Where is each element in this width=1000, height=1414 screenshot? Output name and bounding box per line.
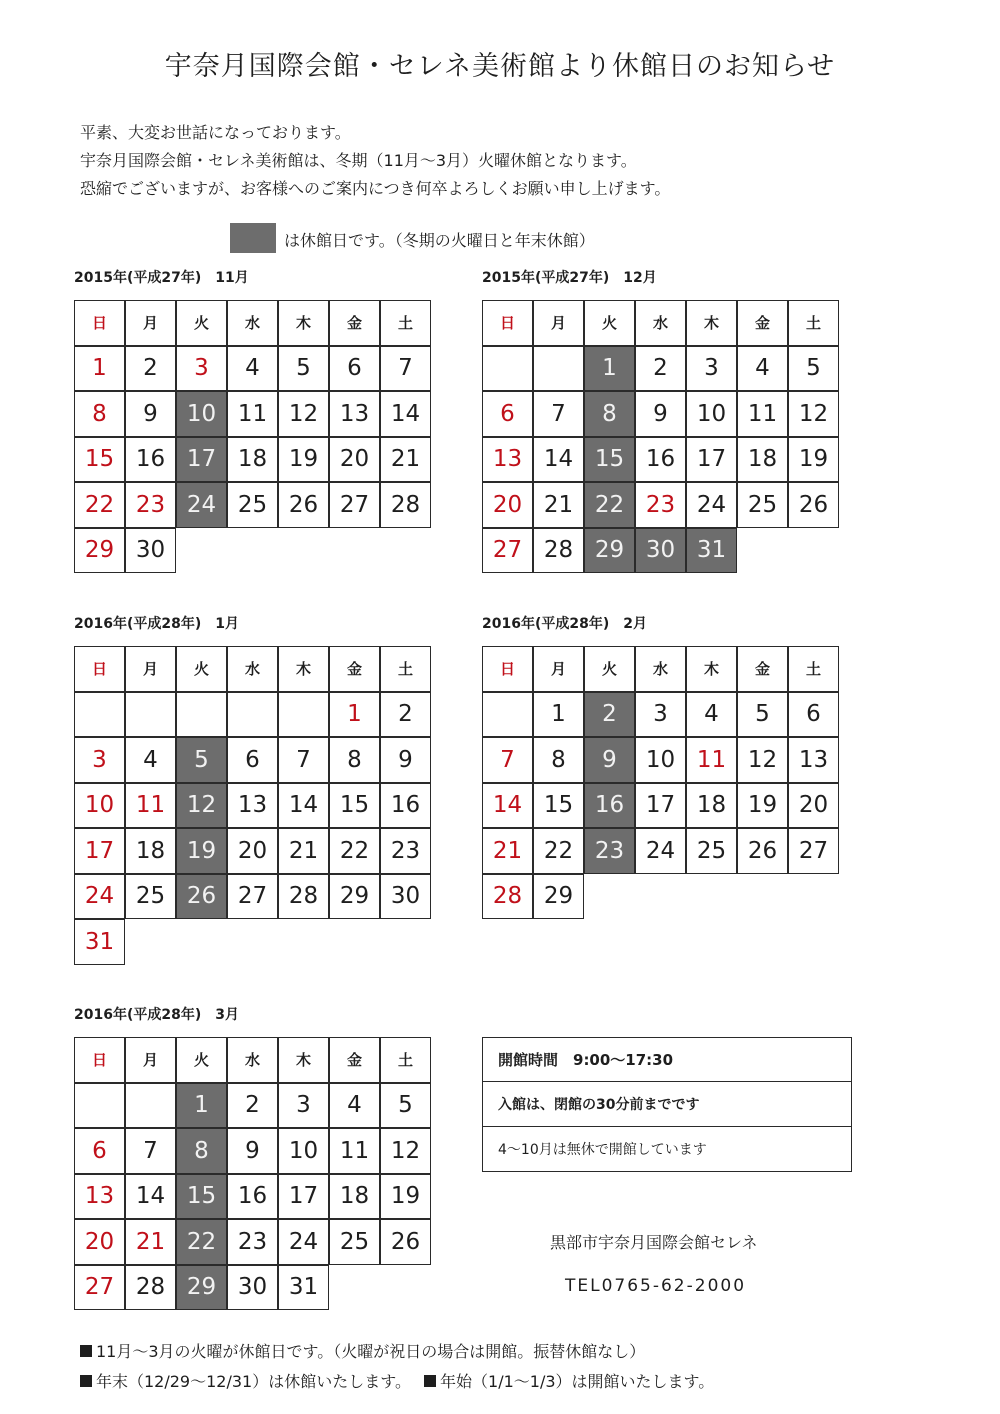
- day-cell: 26: [737, 828, 788, 874]
- bullet-square-icon: [424, 1375, 436, 1387]
- info-box: [482, 1037, 852, 1172]
- day-cell: 30: [125, 528, 176, 574]
- day-cell: 16: [635, 437, 686, 483]
- day-cell: 30: [227, 1265, 278, 1311]
- closed-day-cell: 16: [584, 783, 635, 829]
- day-cell: 25: [737, 482, 788, 528]
- day-cell: 16: [380, 783, 431, 829]
- day-cell: 18: [686, 783, 737, 829]
- day-cell: 14: [482, 783, 533, 829]
- day-cell: 12: [278, 391, 329, 437]
- closed-day-cell: 1: [584, 346, 635, 392]
- weekday-header-thu: 木: [686, 300, 737, 346]
- day-cell: 22: [329, 828, 380, 874]
- day-cell: 14: [278, 783, 329, 829]
- footnote-2: [80, 1369, 714, 1392]
- calendar-title: 2015年(平成27年) 12月: [482, 270, 657, 286]
- day-cell: 24: [74, 874, 125, 920]
- season-note: 4～10月は無休で開館しています: [498, 1142, 707, 1158]
- day-cell: 27: [227, 874, 278, 920]
- day-cell: 22: [533, 828, 584, 874]
- day-cell: 2: [635, 346, 686, 392]
- closed-day-cell: 1: [176, 1083, 227, 1129]
- weekday-header-mon: 月: [533, 646, 584, 692]
- day-cell: 27: [482, 528, 533, 574]
- day-cell: 17: [278, 1174, 329, 1220]
- empty-day-cell: [74, 1083, 125, 1129]
- day-cell: 9: [227, 1128, 278, 1174]
- day-cell: 27: [74, 1265, 125, 1311]
- day-cell: 28: [533, 528, 584, 574]
- day-cell: 20: [227, 828, 278, 874]
- day-cell: 6: [74, 1128, 125, 1174]
- weekday-header-wed: 水: [227, 646, 278, 692]
- day-cell: 2: [227, 1083, 278, 1129]
- closed-day-cell: 24: [176, 482, 227, 528]
- day-cell: 17: [74, 828, 125, 874]
- day-cell: 17: [686, 437, 737, 483]
- calendar-title: 2016年(平成28年) 2月: [482, 616, 647, 632]
- day-cell: 10: [278, 1128, 329, 1174]
- day-cell: 19: [380, 1174, 431, 1220]
- intro-line-2: 宇奈月国際会館・セレネ美術館は、冬期（11月～3月）火曜休館となります。: [80, 151, 637, 170]
- closed-day-cell: 29: [584, 528, 635, 574]
- day-cell: 15: [533, 783, 584, 829]
- day-cell: 6: [227, 737, 278, 783]
- day-cell: 29: [74, 528, 125, 574]
- weekday-header-sat: 土: [380, 300, 431, 346]
- weekday-header-mon: 月: [125, 300, 176, 346]
- day-cell: 14: [380, 391, 431, 437]
- weekday-header-sat: 土: [380, 646, 431, 692]
- day-cell: 14: [125, 1174, 176, 1220]
- footnote-text: 年始（1/1～1/3）は開館いたします。: [440, 1372, 715, 1391]
- day-cell: 11: [125, 783, 176, 829]
- legend-closed-swatch: [230, 223, 276, 253]
- day-cell: 20: [788, 783, 839, 829]
- day-cell: 5: [788, 346, 839, 392]
- bullet-square-icon: [80, 1345, 92, 1357]
- day-cell: 8: [74, 391, 125, 437]
- calendar-title: 2016年(平成28年) 1月: [74, 616, 239, 632]
- day-cell: 19: [737, 783, 788, 829]
- weekday-header-sat: 土: [380, 1037, 431, 1083]
- day-cell: 1: [329, 692, 380, 738]
- day-cell: 18: [227, 437, 278, 483]
- closed-day-cell: 8: [584, 391, 635, 437]
- day-cell: 15: [74, 437, 125, 483]
- day-cell: 7: [380, 346, 431, 392]
- day-cell: 23: [227, 1219, 278, 1265]
- closed-day-cell: 22: [584, 482, 635, 528]
- weekday-header-tue: 火: [584, 646, 635, 692]
- day-cell: 17: [635, 783, 686, 829]
- day-cell: 4: [125, 737, 176, 783]
- weekday-header-fri: 金: [329, 1037, 380, 1083]
- day-cell: 13: [74, 1174, 125, 1220]
- day-cell: 5: [380, 1083, 431, 1129]
- weekday-header-sun: 日: [482, 646, 533, 692]
- day-cell: 5: [278, 346, 329, 392]
- weekday-header-sat: 土: [788, 300, 839, 346]
- closed-day-cell: 2: [584, 692, 635, 738]
- day-cell: 7: [125, 1128, 176, 1174]
- organization-name: 黒部市宇奈月国際会館セレネ: [550, 1233, 758, 1252]
- day-cell: 26: [380, 1219, 431, 1265]
- day-cell: 24: [278, 1219, 329, 1265]
- weekday-header-mon: 月: [125, 646, 176, 692]
- day-cell: 11: [737, 391, 788, 437]
- empty-day-cell: [278, 692, 329, 738]
- day-cell: 28: [482, 874, 533, 920]
- footnote-1: [80, 1339, 645, 1362]
- weekday-header-fri: 金: [329, 646, 380, 692]
- closed-day-cell: 26: [176, 874, 227, 920]
- weekday-header-thu: 木: [278, 646, 329, 692]
- weekday-header-thu: 木: [278, 1037, 329, 1083]
- day-cell: 21: [380, 437, 431, 483]
- footnote-text: 年末（12/29～12/31）は休館いたします。: [96, 1372, 411, 1391]
- day-cell: 28: [125, 1265, 176, 1311]
- day-cell: 15: [329, 783, 380, 829]
- day-cell: 20: [74, 1219, 125, 1265]
- closed-day-cell: 5: [176, 737, 227, 783]
- intro-line-1: 平素、大変お世話になっております。: [80, 123, 351, 142]
- empty-day-cell: [125, 692, 176, 738]
- weekday-header-fri: 金: [737, 646, 788, 692]
- day-cell: 29: [329, 874, 380, 920]
- weekday-header-wed: 水: [227, 300, 278, 346]
- day-cell: 11: [686, 737, 737, 783]
- footnote-text: 11月～3月の火曜が休館日です。（火曜が祝日の場合は開館。振替休館なし）: [96, 1342, 646, 1361]
- day-cell: 24: [686, 482, 737, 528]
- day-cell: 11: [227, 391, 278, 437]
- day-cell: 14: [533, 437, 584, 483]
- day-cell: 19: [788, 437, 839, 483]
- day-cell: 16: [227, 1174, 278, 1220]
- day-cell: 3: [74, 737, 125, 783]
- weekday-header-sun: 日: [482, 300, 533, 346]
- day-cell: 21: [482, 828, 533, 874]
- weekday-header-wed: 水: [635, 300, 686, 346]
- day-cell: 3: [686, 346, 737, 392]
- day-cell: 26: [788, 482, 839, 528]
- calendar-title: 2015年(平成27年) 11月: [74, 270, 249, 286]
- day-cell: 9: [635, 391, 686, 437]
- empty-day-cell: [227, 692, 278, 738]
- weekday-header-tue: 火: [176, 300, 227, 346]
- closed-day-cell: 23: [584, 828, 635, 874]
- telephone: TEL0765-62-2000: [565, 1276, 747, 1296]
- weekday-header-fri: 金: [329, 300, 380, 346]
- empty-day-cell: [533, 346, 584, 392]
- day-cell: 3: [635, 692, 686, 738]
- weekday-header-tue: 火: [176, 1037, 227, 1083]
- day-cell: 25: [686, 828, 737, 874]
- day-cell: 16: [125, 437, 176, 483]
- weekday-header-sun: 日: [74, 300, 125, 346]
- day-cell: 3: [176, 346, 227, 392]
- weekday-header-sun: 日: [74, 646, 125, 692]
- day-cell: 12: [737, 737, 788, 783]
- day-cell: 2: [125, 346, 176, 392]
- empty-day-cell: [125, 1083, 176, 1129]
- day-cell: 2: [380, 692, 431, 738]
- day-cell: 29: [533, 874, 584, 920]
- day-cell: 8: [533, 737, 584, 783]
- day-cell: 13: [329, 391, 380, 437]
- closed-day-cell: 19: [176, 828, 227, 874]
- weekday-header-wed: 水: [635, 646, 686, 692]
- closed-day-cell: 9: [584, 737, 635, 783]
- weekday-header-mon: 月: [125, 1037, 176, 1083]
- day-cell: 6: [329, 346, 380, 392]
- day-cell: 1: [533, 692, 584, 738]
- day-cell: 4: [329, 1083, 380, 1129]
- day-cell: 24: [635, 828, 686, 874]
- bullet-square-icon: [80, 1375, 92, 1387]
- day-cell: 7: [533, 391, 584, 437]
- weekday-header-mon: 月: [533, 300, 584, 346]
- empty-day-cell: [482, 346, 533, 392]
- day-cell: 7: [278, 737, 329, 783]
- closed-day-cell: 29: [176, 1265, 227, 1311]
- day-cell: 25: [125, 874, 176, 920]
- day-cell: 31: [74, 919, 125, 965]
- day-cell: 13: [482, 437, 533, 483]
- day-cell: 31: [278, 1265, 329, 1311]
- closed-day-cell: 12: [176, 783, 227, 829]
- day-cell: 7: [482, 737, 533, 783]
- day-cell: 4: [686, 692, 737, 738]
- day-cell: 21: [533, 482, 584, 528]
- day-cell: 10: [686, 391, 737, 437]
- day-cell: 5: [737, 692, 788, 738]
- day-cell: 18: [125, 828, 176, 874]
- weekday-header-tue: 火: [584, 300, 635, 346]
- calendar-title: 2016年(平成28年) 3月: [74, 1007, 239, 1023]
- day-cell: 21: [125, 1219, 176, 1265]
- day-cell: 13: [227, 783, 278, 829]
- closed-day-cell: 30: [635, 528, 686, 574]
- closed-day-cell: 15: [584, 437, 635, 483]
- closed-day-cell: 31: [686, 528, 737, 574]
- day-cell: 28: [278, 874, 329, 920]
- day-cell: 3: [278, 1083, 329, 1129]
- day-cell: 22: [74, 482, 125, 528]
- admission-note: 入館は、閉館の30分前までです: [483, 1082, 851, 1127]
- page-title: 宇奈月国際会館・セレネ美術館より休館日のお知らせ: [164, 51, 836, 82]
- day-cell: 20: [329, 437, 380, 483]
- closed-day-cell: 8: [176, 1128, 227, 1174]
- day-cell: 4: [227, 346, 278, 392]
- day-cell: 12: [380, 1128, 431, 1174]
- weekday-header-fri: 金: [737, 300, 788, 346]
- day-cell: 25: [227, 482, 278, 528]
- empty-day-cell: [482, 692, 533, 738]
- day-cell: 20: [482, 482, 533, 528]
- day-cell: 26: [278, 482, 329, 528]
- weekday-header-wed: 水: [227, 1037, 278, 1083]
- day-cell: 19: [278, 437, 329, 483]
- empty-day-cell: [74, 692, 125, 738]
- day-cell: 9: [125, 391, 176, 437]
- day-cell: 25: [329, 1219, 380, 1265]
- weekday-header-thu: 木: [686, 646, 737, 692]
- day-cell: 8: [329, 737, 380, 783]
- weekday-header-tue: 火: [176, 646, 227, 692]
- weekday-header-sat: 土: [788, 646, 839, 692]
- day-cell: 10: [74, 783, 125, 829]
- legend-text: は休館日です。（冬期の火曜日と年末休館）: [284, 231, 595, 250]
- day-cell: 30: [380, 874, 431, 920]
- day-cell: 6: [788, 692, 839, 738]
- closed-day-cell: 22: [176, 1219, 227, 1265]
- opening-hours: 開館時間 9:00～17:30: [483, 1038, 851, 1082]
- day-cell: 13: [788, 737, 839, 783]
- day-cell: 27: [788, 828, 839, 874]
- day-cell: 18: [329, 1174, 380, 1220]
- closed-day-cell: 15: [176, 1174, 227, 1220]
- day-cell: 21: [278, 828, 329, 874]
- day-cell: 28: [380, 482, 431, 528]
- day-cell: 18: [737, 437, 788, 483]
- day-cell: 23: [635, 482, 686, 528]
- day-cell: 23: [125, 482, 176, 528]
- day-cell: 9: [380, 737, 431, 783]
- closed-day-cell: 17: [176, 437, 227, 483]
- day-cell: 12: [788, 391, 839, 437]
- intro-line-3: 恐縮でございますが、お客様へのご案内につき何卒よろしくお願い申し上げます。: [80, 179, 671, 198]
- day-cell: 23: [380, 828, 431, 874]
- day-cell: 10: [635, 737, 686, 783]
- day-cell: 11: [329, 1128, 380, 1174]
- day-cell: 6: [482, 391, 533, 437]
- weekday-header-thu: 木: [278, 300, 329, 346]
- day-cell: 4: [737, 346, 788, 392]
- weekday-header-sun: 日: [74, 1037, 125, 1083]
- day-cell: 27: [329, 482, 380, 528]
- closed-day-cell: 10: [176, 391, 227, 437]
- day-cell: 1: [74, 346, 125, 392]
- empty-day-cell: [176, 692, 227, 738]
